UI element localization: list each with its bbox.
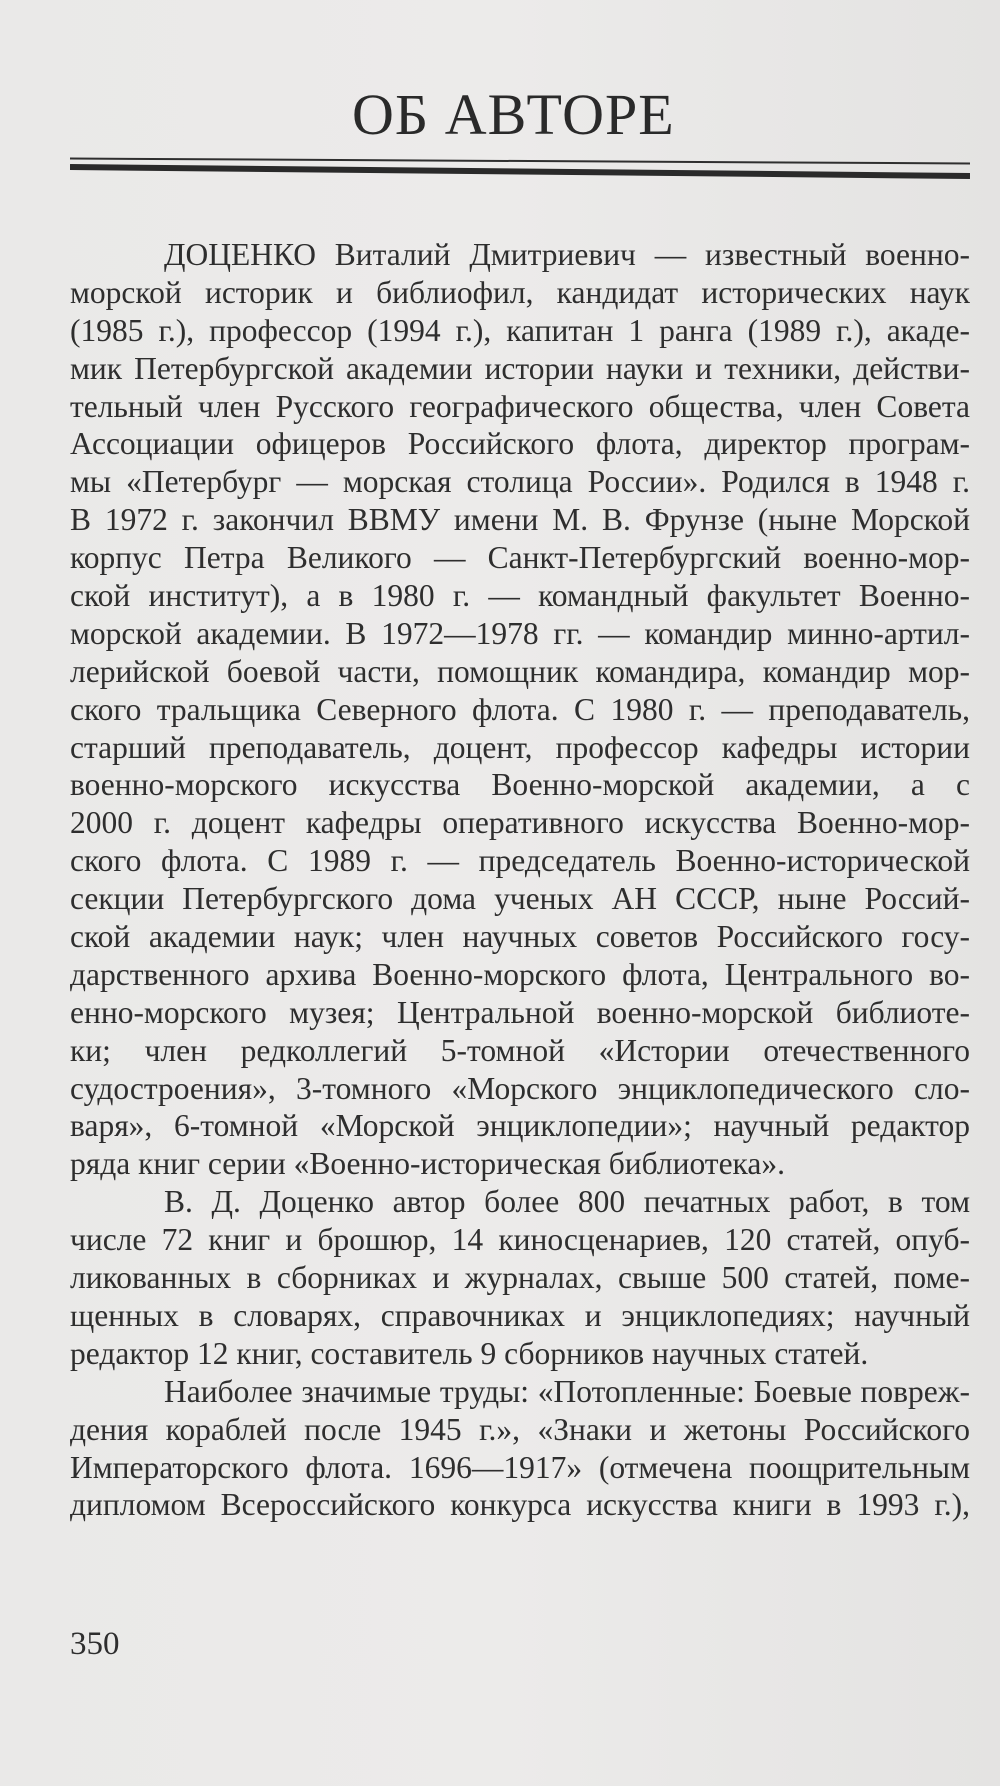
text-line: дарственного архива Военно-морского флота, Центрального во- bbox=[70, 956, 970, 992]
page-number: 350 bbox=[70, 1626, 120, 1662]
text-line: ского флота. С 1989 г. — председатель Военно-исторической bbox=[70, 843, 970, 879]
text-line: В. Д. Доценко автор более 800 печатных работ, в том bbox=[164, 1184, 970, 1220]
text-line: корпус Петра Великого — Санкт-Петербургский военно-мор- bbox=[70, 540, 970, 576]
heading-rule bbox=[70, 157, 970, 187]
text-line: редактор 12 книг, составитель 9 сборников научных статей. bbox=[70, 1335, 869, 1371]
text-line: ского тральщика Северного флота. С 1980 г. — преподаватель, bbox=[70, 691, 970, 727]
text-line: тельный член Русского географического общества, член Совета bbox=[70, 388, 970, 424]
text-line: лерийской боевой части, помощник командира, командир мор- bbox=[70, 653, 970, 689]
text-line: военно-морского искусства Военно-морской академии, а с bbox=[70, 767, 970, 803]
text-line: мик Петербургской академии истории науки и техники, действи- bbox=[70, 350, 970, 386]
text-line: 2000 г. доцент кафедры оперативного искусства Военно-мор- bbox=[70, 805, 970, 841]
text-line: дипломом Всероссийского конкурса искусства книги в 1993 г.), bbox=[70, 1487, 970, 1523]
paragraph-2 bbox=[70, 1183, 970, 1372]
text-line: (1985 г.), профессор (1994 г.), капитан 1 ранга (1989 г.), акаде- bbox=[70, 312, 970, 348]
text-line: морской историк и библиофил, кандидат исторических наук bbox=[70, 274, 970, 310]
paragraph-3 bbox=[70, 1373, 970, 1525]
text-line: Ассоциации офицеров Российского флота, директор програм- bbox=[70, 426, 970, 462]
text-line: мы «Петербург — морская столица России». Родился в 1948 г. bbox=[70, 464, 970, 500]
text-line: Императорского флота. 1696—1917» (отмечена поощрительным bbox=[70, 1449, 970, 1485]
text-line: старший преподаватель, доцент, профессор кафедры истории bbox=[70, 729, 970, 765]
text-line: ской институт), а в 1980 г. — командный факультет Военно- bbox=[70, 578, 970, 614]
text-line: числе 72 книг и брошюр, 14 киносценариев, 120 статей, опуб- bbox=[70, 1222, 970, 1258]
text-line: Наиболее значимые труды: «Потопленные: Боевые повреж- bbox=[164, 1373, 970, 1409]
text-line: щенных в словарях, справочниках и энциклопедиях; научный bbox=[70, 1297, 970, 1333]
text-line: судостроения», 3-томного «Морского энциклопедического сло- bbox=[70, 1070, 970, 1106]
text-line: дения кораблей после 1945 г.», «Знаки и жетоны Российского bbox=[70, 1411, 970, 1447]
text-line: ДОЦЕНКО Виталий Дмитриевич — известный военно- bbox=[164, 237, 970, 272]
biography-text bbox=[70, 236, 970, 1524]
text-line: ряда книг серии «Военно-историческая библиотека». bbox=[70, 1146, 785, 1182]
text-line: ки; член редколлегий 5-томной «Истории отечественного bbox=[70, 1032, 970, 1068]
paragraph-1 bbox=[70, 236, 970, 1183]
text-line: В 1972 г. закончил ВВМУ имени М. В. Фрунзе (ныне Морской bbox=[70, 502, 970, 538]
text-line: ской академии наук; член научных советов Российского госу- bbox=[70, 919, 970, 955]
text-line: варя», 6-томной «Морской энциклопедии»; научный редактор bbox=[70, 1108, 970, 1144]
text-line: секции Петербургского дома ученых АН СССР, ныне Россий- bbox=[70, 881, 970, 917]
page-heading: ОБ АВТОРЕ bbox=[352, 82, 675, 147]
text-line: ликованных в сборниках и журналах, свыше 500 статей, поме- bbox=[70, 1260, 970, 1296]
text-line: енно-морского музея; Центральной военно-морской библиоте- bbox=[70, 994, 970, 1030]
text-line: морской академии. В 1972—1978 гг. — командир минно-артил- bbox=[70, 615, 970, 651]
